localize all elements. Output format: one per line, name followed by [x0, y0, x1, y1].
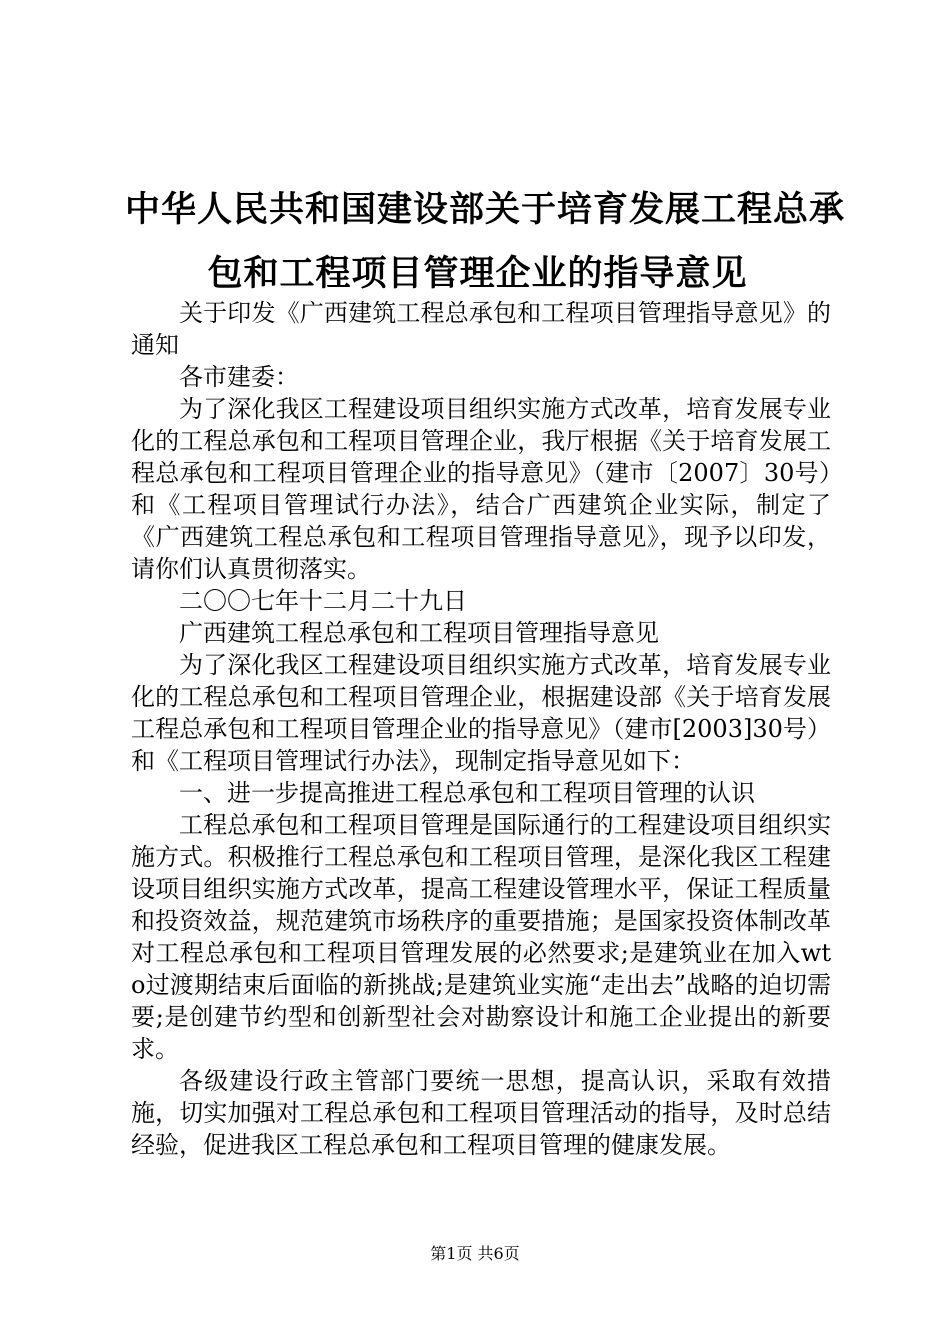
section-1-paragraph-1: 工程总承包和工程项目管理是国际通行的工程建设项目组织实施方式。积极推行工程总承包和工程项目管理，是深化我区工程建设项目组织实施方式改革，提高工程建设管理水平，保证工程质量和投资效益，规范建筑市场秩序的重要措施；是国家投资体制改革对工程总承包和工程项目管理发展的必然要求;是建筑业在加入wto过渡期结束后面临的新挑战;是建筑业实施“走出去”战略的迫切需要;是创建节约型和创新型社会对勘察设计和施工企业提出的新要求。 — [131, 811, 831, 1063]
page-footer: 第1页 共6页 — [430, 1244, 520, 1263]
notice-heading: 关于印发《广西建筑工程总承包和工程项目管理指导意见》的通知 — [131, 299, 831, 359]
document-title — [125, 178, 846, 306]
notice-paragraph: 为了深化我区工程建设项目组织实施方式改革，培育发展专业化的工程总承包和工程项目管理企业，我厅根据《关于培育发展工程总承包和工程项目管理企业的指导意见》（建市〔2007〕30号）和《工程项目管理试行办法》，结合广西建筑企业实际，制定了《广西建筑工程总承包和工程项目管理指导意见》，现予以印发，请你们认真贯彻落实。 — [131, 395, 831, 583]
guideline-intro-paragraph: 为了深化我区工程建设项目组织实施方式改革，培育发展专业化的工程总承包和工程项目管理企业，根据建设部《关于培育发展工程总承包和工程项目管理企业的指导意见》（建市[2003]30号）和《工程项目管理试行办法》，现制定指导意见如下： — [131, 651, 831, 775]
title-line-1: 中华人民共和国建设部关于培育发展工程总承 — [125, 190, 846, 230]
notice-date: 二〇〇七年十二月二十九日 — [179, 587, 467, 615]
guideline-title: 广西建筑工程总承包和工程项目管理指导意见 — [179, 619, 659, 647]
title-line-2: 包和工程项目管理企业的指导意见 — [207, 254, 748, 294]
document-body — [131, 297, 831, 1161]
salutation: 各市建委： — [179, 363, 299, 391]
section-1-paragraph-2: 各级建设行政主管部门要统一思想，提高认识，采取有效措施，切实加强对工程总承包和工程项目管理活动的指导，及时总结经验，促进我区工程总承包和工程项目管理的健康发展。 — [131, 1067, 831, 1159]
section-heading-1: 一、进一步提高推进工程总承包和工程项目管理的认识 — [179, 779, 755, 807]
